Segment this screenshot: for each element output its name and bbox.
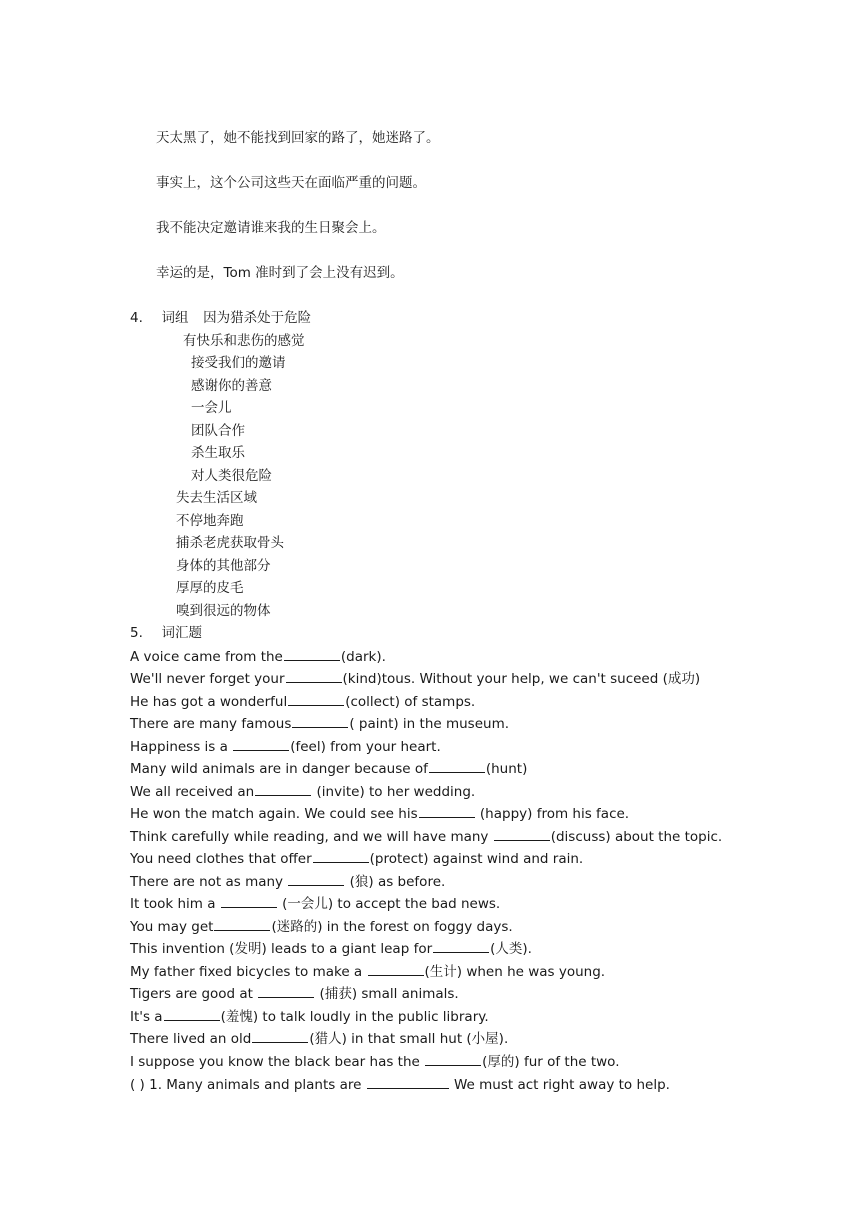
phrase-item: 嗅到很远的物体 — [176, 603, 271, 619]
vocab-item: A voice came from the (dark). — [130, 646, 386, 667]
vocab-item: My father fixed bicycles to make a (生计) when he was young. — [130, 961, 605, 982]
answer-blank[interactable] — [288, 871, 344, 886]
phrase-item: 有快乐和悲伤的感觉 — [183, 333, 305, 349]
phrase-item: 接受我们的邀请 — [191, 355, 286, 371]
phrase-item: 对人类很危险 — [191, 468, 272, 484]
phrase-item: 因为猎杀处于危险 — [203, 310, 312, 326]
answer-blank[interactable] — [286, 668, 342, 683]
answer-blank[interactable] — [284, 646, 340, 661]
vocab-item: Tigers are good at (捕获) small animals. — [130, 983, 459, 1004]
answer-blank[interactable] — [252, 1028, 308, 1043]
vocab-item: There are not as many (狼) as before. — [130, 871, 445, 892]
section-number: 4. — [130, 310, 143, 326]
answer-blank[interactable] — [433, 938, 489, 953]
section-number: 5. — [130, 625, 143, 641]
answer-blank[interactable] — [429, 758, 485, 773]
answer-blank[interactable] — [368, 961, 424, 976]
vocab-item: It took him a (一会儿) to accept the bad news. — [130, 893, 500, 914]
translation-sentence: 事实上，这个公司这些天在面临严重的问题。 — [156, 175, 426, 191]
phrase-item: 团队合作 — [191, 423, 245, 439]
answer-blank[interactable] — [164, 1006, 220, 1021]
phrase-item: 身体的其他部分 — [176, 558, 271, 574]
section-title: 词组 — [161, 310, 189, 326]
vocab-item: This invention (发明) leads to a giant leap for (人类). — [130, 938, 532, 959]
translation-sentence: 我不能决定邀请谁来我的生日聚会上。 — [156, 220, 386, 236]
vocab-item: There lived an old (猎人) in that small hut (小屋). — [130, 1028, 508, 1049]
phrase-item: 不停地奔跑 — [176, 513, 244, 529]
vocab-item: He has got a wonderful (collect) of stamps. — [130, 691, 475, 712]
phrase-item: 一会儿 — [191, 400, 232, 416]
answer-blank[interactable] — [258, 983, 314, 998]
section-title: 词汇题 — [161, 625, 202, 641]
vocab-item: You may get (迷路的) in the forest on foggy days. — [130, 916, 513, 937]
section-4-heading — [130, 308, 311, 328]
vocab-item: We all received an (invite) to her wedding. — [130, 781, 475, 802]
translation-sentence: 天太黑了，她不能找到回家的路了，她迷路了。 — [156, 130, 440, 146]
vocab-item: Happiness is a (feel) from your heart. — [130, 736, 441, 757]
vocab-item: You need clothes that offer (protect) against wind and rain. — [130, 848, 583, 869]
translation-sentence: 幸运的是，Tom 准时到了会上没有迟到。 — [156, 265, 404, 281]
section-5-heading — [130, 623, 202, 643]
phrase-item: 厚厚的皮毛 — [176, 580, 244, 596]
vocab-item: I suppose you know the black bear has the (厚的) fur of the two. — [130, 1051, 620, 1072]
answer-blank[interactable] — [425, 1051, 481, 1066]
vocab-item: Think carefully while reading, and we will have many (discuss) about the topic. — [130, 826, 722, 847]
phrase-item: 捕杀老虎获取骨头 — [176, 535, 284, 551]
phrase-item: 失去生活区域 — [176, 490, 257, 506]
mc-question: ( ) 1. Many animals and plants are We must act right away to help. — [130, 1074, 670, 1095]
answer-blank[interactable] — [313, 848, 369, 863]
vocab-item: There are many famous ( paint) in the museum. — [130, 713, 509, 734]
phrase-item: 杀生取乐 — [191, 445, 245, 461]
answer-blank[interactable] — [292, 713, 348, 728]
answer-blank[interactable] — [419, 803, 475, 818]
vocab-item: Many wild animals are in danger because of (hunt) — [130, 758, 527, 779]
answer-blank[interactable] — [233, 736, 289, 751]
phrase-item: 感谢你的善意 — [191, 378, 272, 394]
vocab-item: It's a (羞愧) to talk loudly in the public library. — [130, 1006, 489, 1027]
vocab-item: He won the match again. We could see his (happy) from his face. — [130, 803, 629, 824]
answer-blank[interactable] — [288, 691, 344, 706]
answer-blank[interactable] — [255, 781, 311, 796]
vocab-item: We'll never forget your (kind)tous. Without your help, we can't suceed (成功) — [130, 668, 700, 689]
answer-blank[interactable] — [214, 916, 270, 931]
answer-blank[interactable] — [494, 826, 550, 841]
answer-blank[interactable] — [221, 893, 277, 908]
answer-blank[interactable] — [367, 1074, 449, 1089]
